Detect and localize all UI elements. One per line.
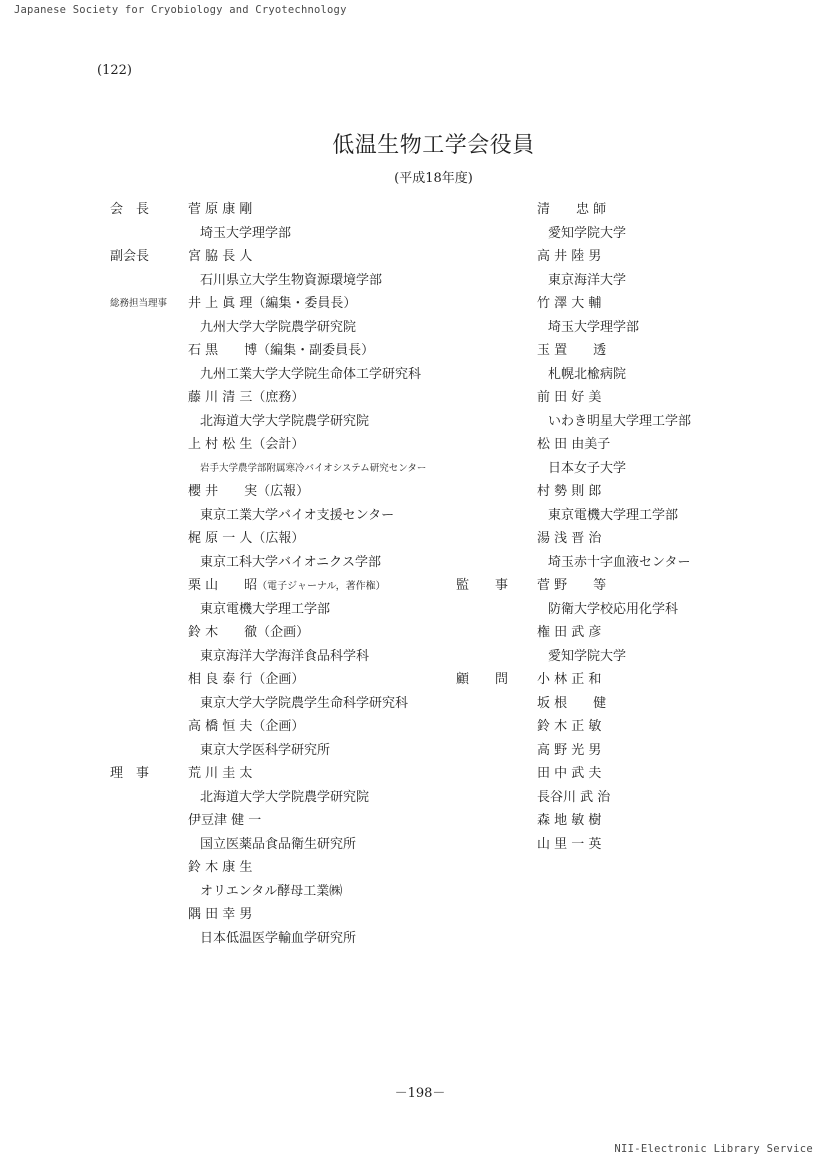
- advisor-name: 田 中 武 夫: [537, 766, 602, 781]
- advisor-name: 坂 根 健: [537, 695, 607, 711]
- officer-affiliation-line: [110, 269, 470, 293]
- officer-name-text: 高 橋 恒 夫（企画）: [188, 719, 305, 734]
- officer-name-line: [456, 574, 756, 598]
- officer-name-text: 菅 原 康 剛: [188, 202, 253, 217]
- officer-name-line: [456, 527, 756, 551]
- officer-affiliation-line: [110, 551, 470, 575]
- officer-name-text: 梶 原 一 人（広報）: [188, 531, 305, 546]
- officer-name-line: [110, 809, 470, 833]
- officer-name-line: [456, 480, 756, 504]
- advisor-name: 森 地 敏 樹: [537, 813, 602, 828]
- fiscal-year-label: (平成18年度): [394, 171, 473, 186]
- officer-name-line: [110, 292, 470, 316]
- officer-affiliation-line: [456, 269, 756, 293]
- officer-affiliation-line: [110, 739, 470, 763]
- officer-name-text: 藤 川 清 三（庶務）: [188, 390, 305, 405]
- officer-affiliation: 東京工業大学バイオ支援センター: [200, 507, 395, 523]
- officer-name-text: 石 黒 博（編集・副委員長）: [188, 343, 375, 358]
- officer-affiliation: 石川県立大学生物資源環境学部: [200, 272, 383, 288]
- officer-name: [188, 339, 374, 363]
- officer-affiliation-line: [110, 504, 470, 528]
- officer-name-text: 宮 脇 長 人: [188, 249, 253, 264]
- officer-name-line: [110, 762, 470, 786]
- officer-name-line: [110, 856, 470, 880]
- officer-affiliation-line: [110, 833, 470, 857]
- officer-name-text: 伊豆津 健 一: [188, 813, 262, 828]
- officer-affiliation-line: [456, 598, 756, 622]
- officer-name: 湯 浅 晋 治: [537, 531, 602, 546]
- officer-duty-note: （電子ジャーナル，著作権）: [257, 581, 386, 592]
- officer-name: [188, 903, 252, 927]
- officer-affiliation: 東京電機大学理工学部: [548, 507, 679, 523]
- officer-name-line: [110, 198, 470, 222]
- officer-name-text: 櫻 井 実（広報）: [188, 484, 310, 499]
- officer-name: [188, 480, 309, 504]
- society-header: Japanese Society for Cryobiology and Cryotechnology: [14, 4, 347, 16]
- officer-role: 監 事: [456, 578, 509, 593]
- officer-affiliation-line: [110, 410, 470, 434]
- officer-name-line: [456, 198, 756, 222]
- officer-name-text: 荒 川 圭 太: [188, 766, 253, 781]
- officer-affiliation: 日本女子大学: [548, 460, 627, 476]
- officer-affiliation: 北海道大学大学院農学研究院: [200, 789, 370, 805]
- officer-name-text: 井 上 眞 理（編集・委員長）: [188, 296, 357, 311]
- officer-affiliation: 東京大学大学院農学生命科学研究科: [200, 695, 409, 711]
- advisor-line: [456, 762, 756, 786]
- officer-affiliation-line: [110, 927, 470, 951]
- officer-affiliation-line: [110, 786, 470, 810]
- officer-affiliation-line: [456, 551, 756, 575]
- officer-name-line: [110, 668, 470, 692]
- officer-affiliation: 日本低温医学輸血学研究所: [200, 930, 357, 946]
- officer-affiliation: 東京海洋大学: [548, 272, 627, 288]
- officer-affiliation: 東京電機大学理工学部: [200, 601, 331, 617]
- officer-affiliation: 札幌北楡病院: [548, 366, 627, 382]
- officer-name: 竹 澤 大 輔: [537, 296, 602, 311]
- advisor-line: [456, 739, 756, 763]
- officer-affiliation-line: [456, 363, 756, 387]
- officer-affiliation-line: [110, 880, 470, 904]
- page-reference: (122): [97, 63, 132, 78]
- officer-affiliation-line: [110, 645, 470, 669]
- officer-affiliation-line: [110, 692, 470, 716]
- officer-name-line: [110, 433, 470, 457]
- officer-name-line: [456, 433, 756, 457]
- officer-affiliation: 国立医薬品食品衛生研究所: [200, 836, 357, 852]
- advisor-name: 山 里 一 英: [537, 836, 602, 852]
- officer-name: [188, 292, 356, 316]
- officer-affiliation: 東京大学医科学研究所: [200, 742, 331, 758]
- officer-affiliation: 防衛大学校応用化学科: [548, 601, 679, 617]
- officer-role: 理 事: [110, 766, 150, 781]
- advisor-line: [456, 668, 756, 692]
- officer-name: 松 田 由美子: [537, 437, 611, 452]
- officer-name-text: 相 良 泰 行（企画）: [188, 672, 305, 687]
- officer-role: 総務担当理事: [110, 298, 168, 309]
- officer-affiliation: 愛知学院大学: [548, 225, 627, 241]
- officer-name-line: [110, 715, 470, 739]
- officer-name-line: [110, 903, 470, 927]
- officer-name-line: [456, 339, 756, 363]
- advisor-line: [456, 833, 756, 857]
- officer-affiliation: 九州工業大学大学院生命体工学研究科: [200, 366, 422, 382]
- advisor-role: 顧 問: [456, 672, 509, 687]
- officer-name: [188, 856, 252, 880]
- officer-role: 会 長: [110, 202, 150, 217]
- officer-name-text: 上 村 松 生（会計）: [188, 437, 305, 452]
- officer-affiliation-line: [110, 316, 470, 340]
- officer-name: [188, 574, 386, 599]
- officer-affiliation: 愛知学院大学: [548, 648, 627, 664]
- right-officer-column: [456, 198, 756, 856]
- officer-name: [188, 715, 304, 739]
- officer-affiliation: 九州大学大学院農学研究院: [200, 319, 357, 335]
- officer-name: [188, 527, 304, 551]
- officer-name: 菅 野 等: [537, 578, 607, 593]
- officer-name-line: [456, 386, 756, 410]
- officer-affiliation-line: [456, 222, 756, 246]
- officer-name: [188, 433, 304, 457]
- officer-name-line: [110, 621, 470, 645]
- officer-affiliation: 埼玉大学理学部: [200, 225, 292, 241]
- officer-affiliation: 北海道大学大学院農学研究院: [200, 413, 370, 429]
- document-title: 低温生物工学会役員: [332, 133, 535, 158]
- officer-name: 玉 置 透: [537, 343, 607, 358]
- officer-name: 清 忠 師: [537, 202, 607, 217]
- officer-name-line: [456, 621, 756, 645]
- officer-name: [188, 809, 261, 833]
- officer-name-text: 栗 山 昭: [188, 578, 258, 593]
- officer-affiliation-line: [456, 457, 756, 481]
- library-service-footer: NII-Electronic Library Service: [614, 1143, 813, 1155]
- advisor-name: 鈴 木 正 敏: [537, 719, 602, 734]
- page-number: －198－: [394, 1086, 446, 1101]
- officer-name-line: [110, 480, 470, 504]
- officer-name-line: [110, 574, 470, 598]
- advisor-line: [456, 809, 756, 833]
- officer-name-line: [456, 245, 756, 269]
- officer-affiliation: 埼玉大学理学部: [548, 319, 640, 335]
- officer-affiliation-line: [110, 598, 470, 622]
- officer-name: 村 勢 則 郎: [537, 484, 602, 499]
- advisor-line: [456, 786, 756, 810]
- officer-name: [188, 668, 304, 692]
- officer-affiliation: オリエンタル酵母工業㈱: [200, 883, 343, 899]
- officer-name-line: [456, 292, 756, 316]
- officer-affiliation-line: [110, 457, 470, 481]
- officer-name: [188, 762, 252, 786]
- advisor-line: [456, 692, 756, 716]
- officer-name: [188, 198, 252, 222]
- officer-affiliation: いわき明星大学理工学部: [548, 413, 692, 429]
- officer-affiliation-line: [456, 316, 756, 340]
- officer-affiliation-line: [456, 504, 756, 528]
- officer-name-text: 隅 田 幸 男: [188, 907, 253, 922]
- officer-name: 高 井 陸 男: [537, 249, 602, 264]
- advisor-line: [456, 715, 756, 739]
- officer-affiliation: 東京工科大学バイオニクス学部: [200, 554, 381, 570]
- advisor-name: 長谷川 武 治: [537, 789, 611, 805]
- officer-affiliation-line: [456, 645, 756, 669]
- officer-affiliation-line: [110, 363, 470, 387]
- officer-name: [188, 386, 304, 410]
- officer-name-line: [110, 245, 470, 269]
- advisor-name: 高 野 光 男: [537, 742, 602, 758]
- officer-name-text: 鈴 木 康 生: [188, 860, 253, 875]
- officer-role: 副会長: [110, 249, 150, 264]
- officer-affiliation-line: [456, 410, 756, 434]
- officer-name-line: [110, 527, 470, 551]
- officer-name: 権 田 武 彦: [537, 625, 602, 640]
- advisor-name: 小 林 正 和: [537, 672, 602, 687]
- officer-name-text: 鈴 木 徹（企画）: [188, 625, 310, 640]
- officer-affiliation: 埼玉赤十字血液センター: [548, 554, 691, 570]
- officer-name: 前 田 好 美: [537, 390, 602, 405]
- officer-name-line: [110, 386, 470, 410]
- officer-name-line: [110, 339, 470, 363]
- officer-affiliation-line: [110, 222, 470, 246]
- officer-affiliation: 東京海洋大学海洋食品科学科: [200, 648, 370, 664]
- officer-affiliation: 岩手大学農学部附属寒冷バイオシステム研究センター: [200, 462, 427, 474]
- left-officer-column: [110, 198, 470, 950]
- officer-name: [188, 621, 309, 645]
- officer-name: [188, 245, 252, 269]
